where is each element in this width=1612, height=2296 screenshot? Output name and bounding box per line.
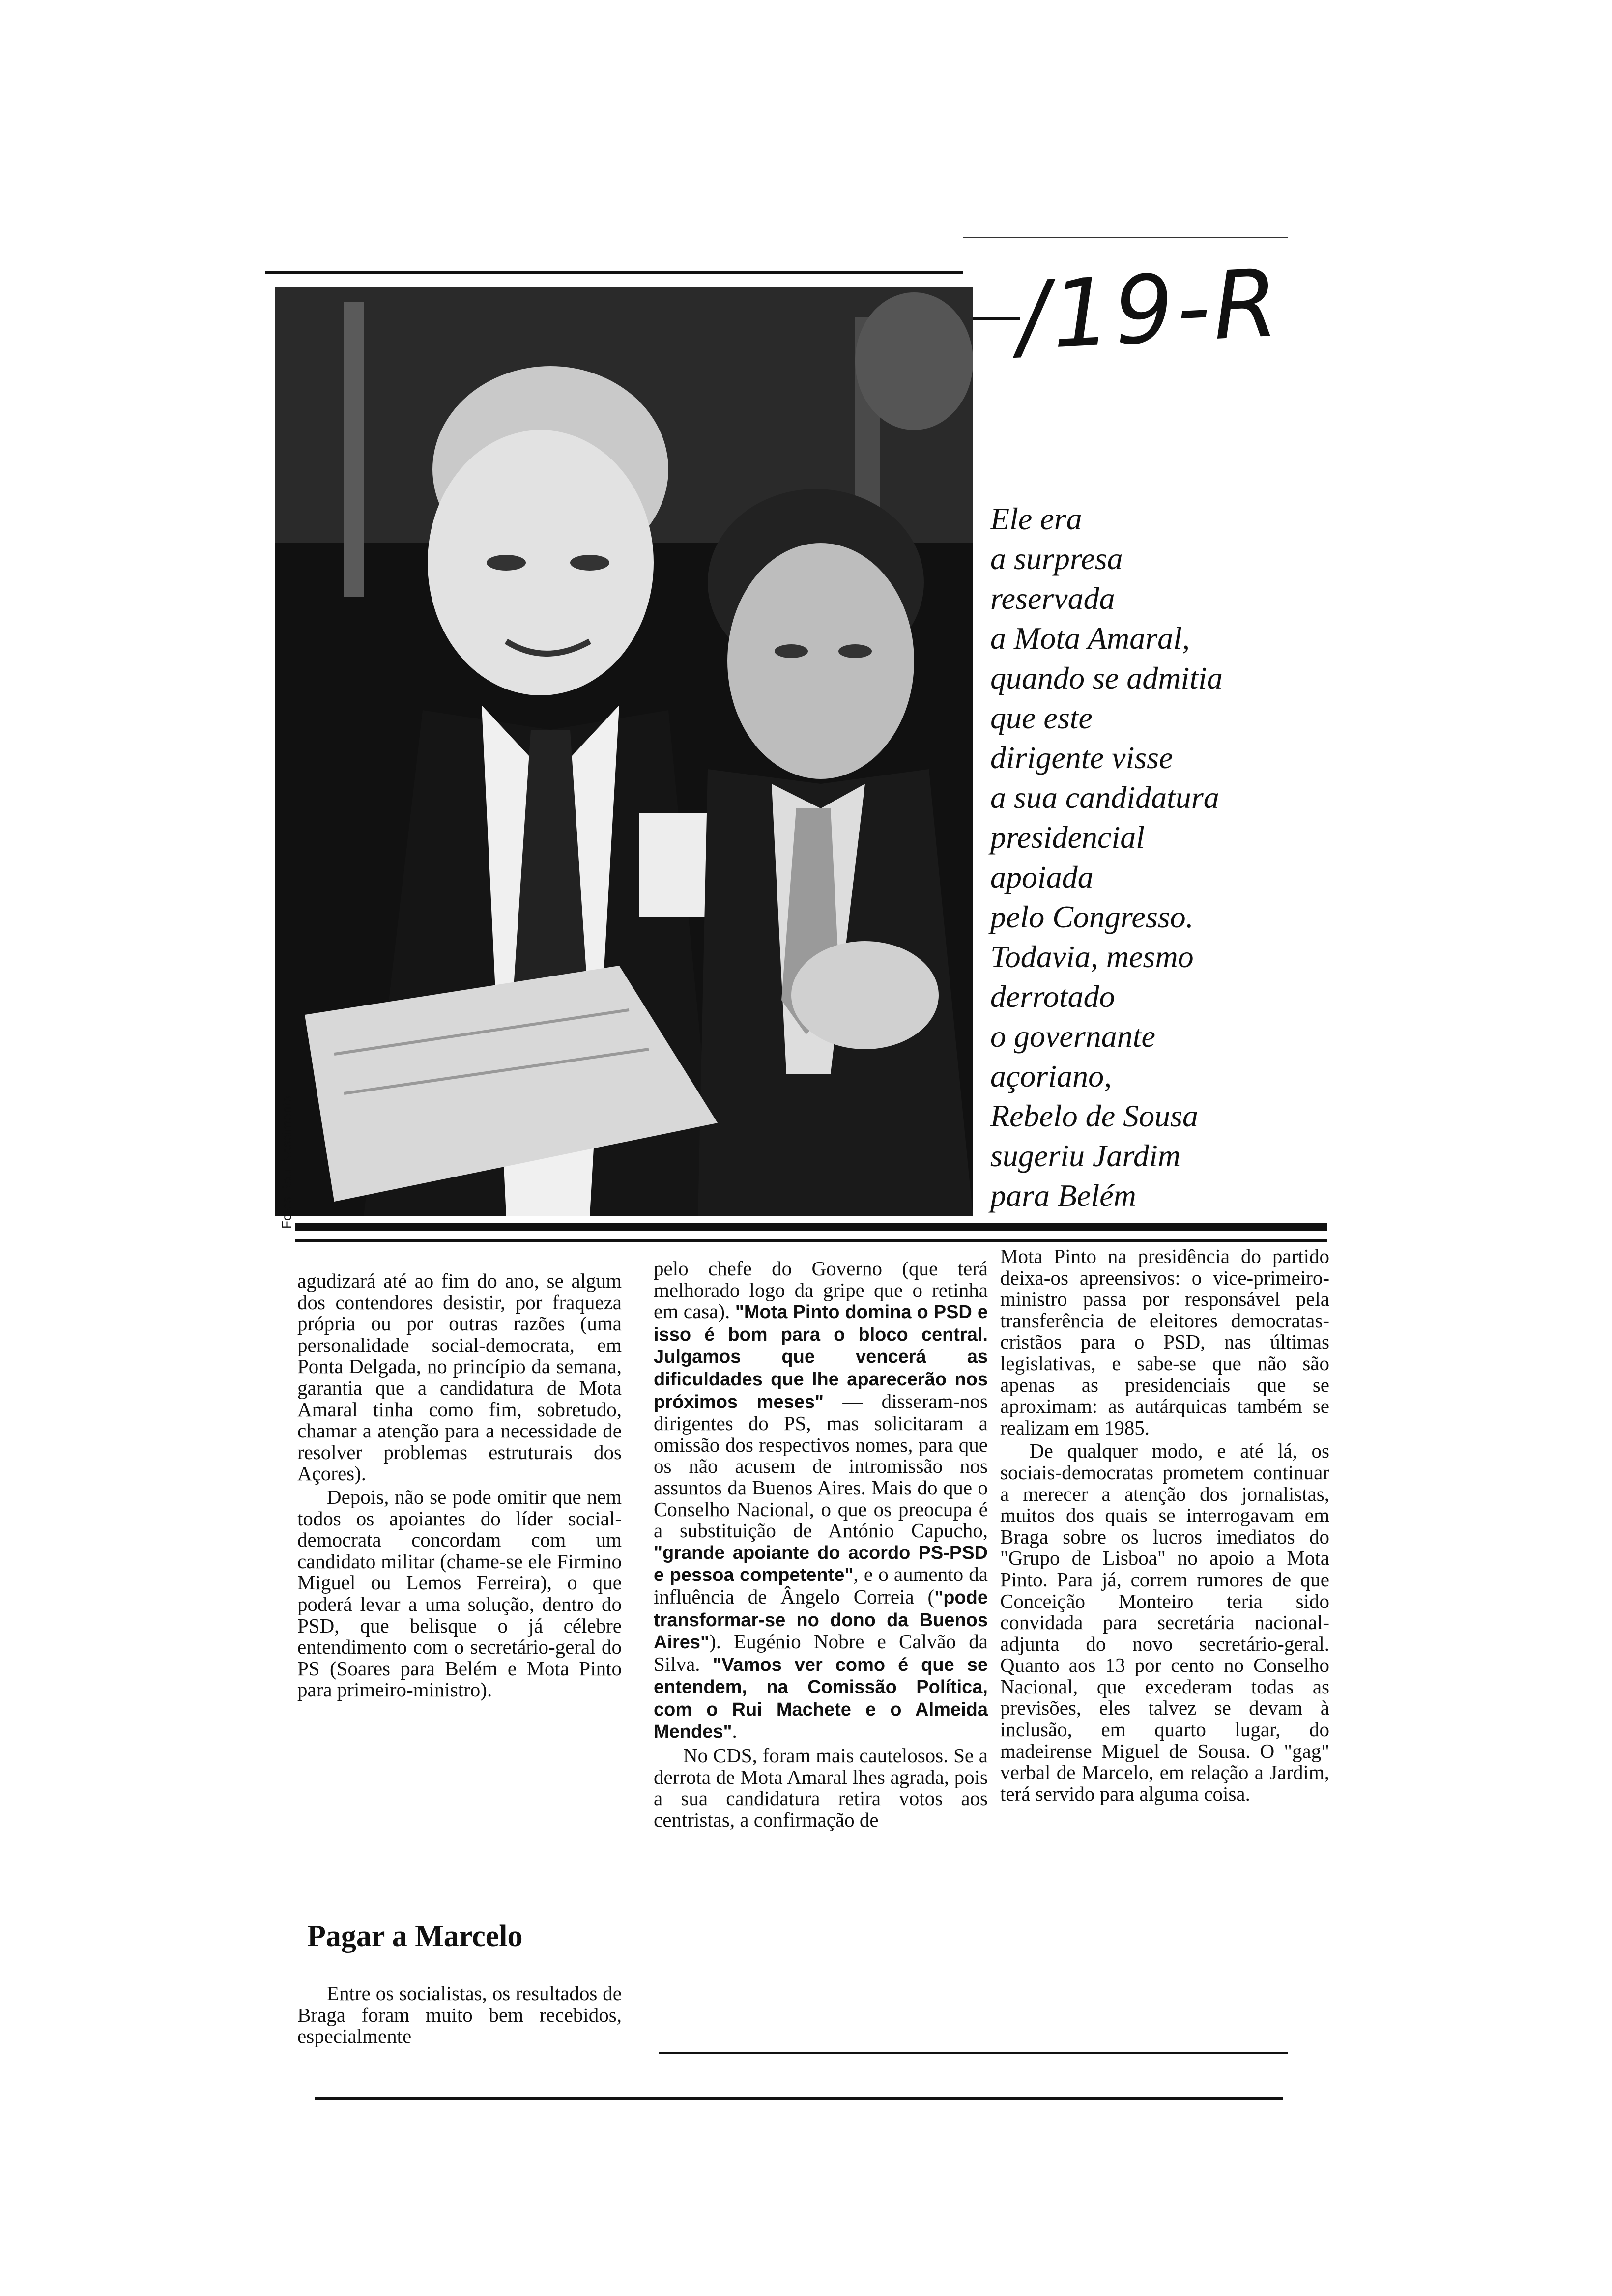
paragraph: agudizará até ao fim do ano, se algum dos contendores desistir, por fraqueza própria ou por outras razões (uma personalidade social-democrata, em Ponta Delgada, no princípio da semana, garantia que a candidatura de Mota Amaral tinha como fim, sobretudo, chamar a atenção para a necessidade de resolver problemas estruturais dos Açores). xyxy=(297,1269,622,1485)
caption-line: açoriano, xyxy=(990,1059,1112,1093)
caption-line: o governante xyxy=(990,1019,1155,1054)
paragraph: De qualquer modo, e até lá, os sociais-democratas prometem continuar a merecer a atenção dos jornalistas, muitos dos quais se interrogavam em Braga sobre os lucros imediatos do "Grupo de Lisboa" no apoio a Mota Pinto. Para já, correm rumores de que Conceição Monteiro teria sido convidada para secretária nacional-adjunta do novo secretário-geral. Quanto aos 13 por cento no Conselho Nacional, que excederam todas as previsões, eles talvez se devam à inclusão, em quarto lugar, do madeirense Miguel de Sousa. O "gag" verbal de Marcelo, em relação a Jardim, terá servido para alguma coisa. xyxy=(1000,1439,1329,1805)
photo-credit: Fotos Raul Nascimento xyxy=(279,1095,294,1229)
bottom-rule-right xyxy=(659,2052,1288,2054)
caption-line: dirigente visse xyxy=(990,740,1173,775)
quote-bold: "pode transformar-se no dono da Buenos Aires" xyxy=(654,1587,988,1653)
separator-rule-thick xyxy=(295,1223,1327,1231)
paragraph: Depois, não se pode omitir que nem todos os apoiantes do líder social-democrata concordam com um candidato militar (chame-se ele Firmino Miguel ou Lemos Ferreira), o que poderá levar a uma solução, dentro do PSD, que belisque o já célebre entendimento com o secretário-geral do PS (Soares para Belém e Mota Pinto para primeiro-ministro). xyxy=(297,1485,622,1701)
text-run: pelo chefe do Governo (que terá melhorado logo da gripe que o retinha em casa). xyxy=(654,1257,988,1323)
top-rule-right xyxy=(963,237,1288,238)
article-column-2 xyxy=(654,1258,988,1831)
caption-line: presidencial xyxy=(990,820,1145,855)
paragraph: Mota Pinto na presidência do partido deixa-os apreensivos: o vice-primeiro-ministro passa por responsável pela transferência de eleitores democratas-cristãos para o PSD, nas últimas legislativas, e sabe-se que não são apenas as presidenciais que se aproximam: as autárquicas também se realizam em 1985. xyxy=(1000,1245,1329,1439)
quote-bold: "Vamos ver como é que se entendem, na Comissão Política, com o Rui Machete e o Almeida Mendes" xyxy=(654,1654,988,1743)
caption-line: Rebelo de Sousa xyxy=(990,1098,1198,1133)
photo xyxy=(275,287,973,1216)
paragraph: No CDS, foram mais cautelosos. Se a derrota de Mota Amaral lhes agrada, pois a sua candidatura retira votos aos centristas, a confirmação de xyxy=(654,1744,988,1831)
subheading: Pagar a Marcelo xyxy=(307,1920,523,1953)
caption-line: quando se admitia xyxy=(990,660,1223,695)
caption-line: Todavia, mesmo xyxy=(990,939,1194,974)
handnote-dash xyxy=(973,317,1020,320)
photo-image xyxy=(275,287,973,1216)
caption-line: Ele era xyxy=(990,501,1082,536)
text-run: , e o aumento da influência de Ângelo Correia ( xyxy=(654,1563,988,1608)
article-column-1 xyxy=(297,1270,622,1701)
article-column-1-continued xyxy=(297,1983,622,2047)
photo-caption xyxy=(990,499,1344,1215)
caption-line: para Belém xyxy=(990,1178,1136,1213)
article-column-3 xyxy=(1000,1246,1329,1805)
paragraph xyxy=(654,1258,988,1743)
quote-bold: "Mota Pinto domina o PSD e isso é bom para o bloco central. Julgamos que vencerá as dificuldades que lhe aparecerão nos próximos meses" xyxy=(654,1302,988,1412)
caption-line: apoiada xyxy=(990,860,1094,894)
quote-bold: "grande apoiante do acordo PS-PSD e pessoa competente" xyxy=(654,1542,988,1586)
caption-line: a Mota Amaral, xyxy=(990,621,1190,656)
paragraph: Entre os socialistas, os resultados de Braga foram muito bem recebidos, especialmente xyxy=(297,1982,622,2048)
caption-line: a sua candidatura xyxy=(990,780,1219,815)
caption-line: que este xyxy=(990,700,1093,735)
caption-line: sugeriu Jardim xyxy=(990,1138,1180,1173)
caption-line: a surpresa xyxy=(990,541,1123,576)
handwritten-note: /19-R xyxy=(1014,249,1284,371)
text-run: ). Eugénio Nobre e Calvão da Silva. xyxy=(654,1630,988,1675)
caption-line: reservada xyxy=(990,581,1115,616)
bottom-rule xyxy=(315,2097,1283,2100)
caption-line: pelo Congresso. xyxy=(990,899,1194,934)
top-rule-left xyxy=(265,271,963,274)
text-run: — disseram-nos dirigentes do PS, mas solicitaram a omissão dos respectivos nomes, para que os não acusem de intromissão nos assuntos da Buenos Aires. Mais do que o Conselho Nacional, o que os preocupa é a substituição de António Capucho, xyxy=(654,1389,988,1542)
text-run: . xyxy=(732,1720,737,1743)
caption-line: derrotado xyxy=(990,979,1115,1014)
separator-rule-thin xyxy=(295,1239,1327,1242)
